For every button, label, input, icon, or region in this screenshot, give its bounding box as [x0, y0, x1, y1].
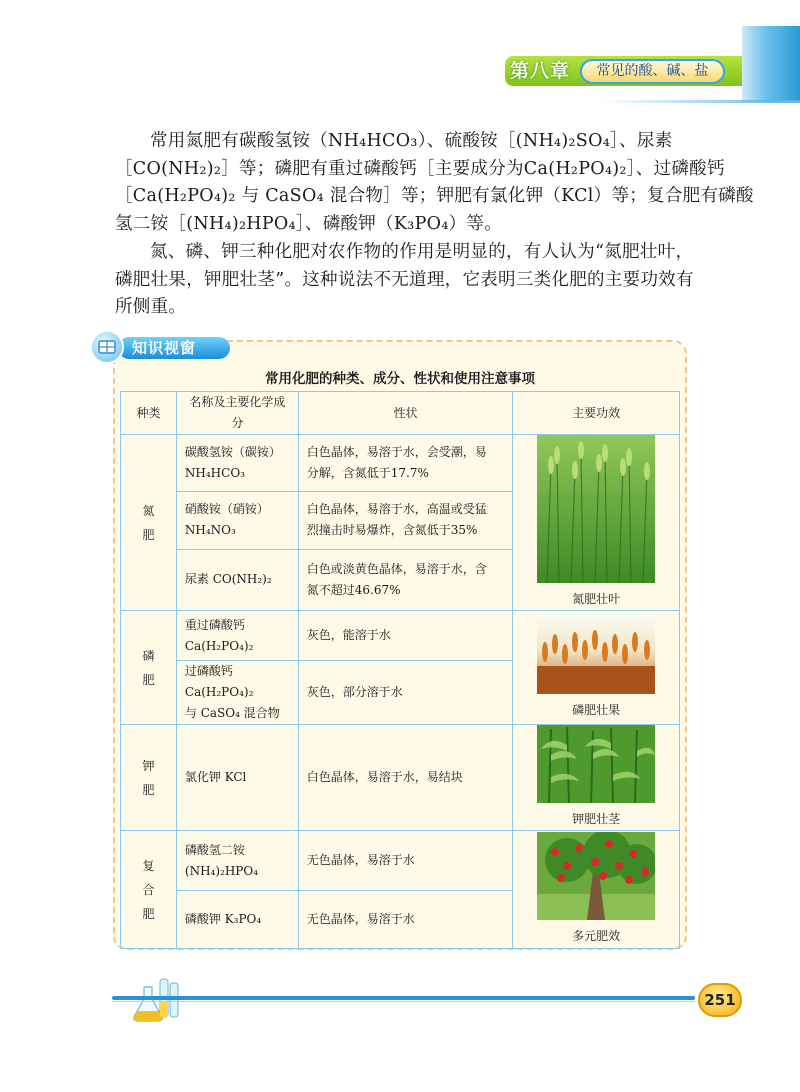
- property-cell: 白色或淡黄色晶体，易溶于水，含 氮不超过46.67%: [298, 549, 512, 610]
- window-icon: [90, 330, 124, 364]
- table-header-row: [121, 392, 680, 435]
- effect-cell-nitrogen: [513, 435, 680, 611]
- property-cell: 灰色，能溶于水: [298, 611, 512, 661]
- wheat-field-image: [537, 435, 655, 583]
- property-cell: 无色晶体，易溶于水: [298, 831, 512, 891]
- header-name: 名称及主要化学成分: [176, 392, 298, 435]
- image-caption: 多元肥效: [572, 929, 621, 943]
- paragraph-line: 常用氮肥有碳酸氢铵（NH₄HCO₃）、硫酸铵［(NH₄)₂SO₄］、尿素: [150, 131, 673, 151]
- chapter-number: 第八章: [510, 60, 571, 82]
- name-cell: 过磷酸钙 Ca(H₂PO₄)₂ 与 CaSO₄ 混合物: [176, 661, 298, 725]
- header-effect: 主要功效: [513, 392, 680, 435]
- table-row: [121, 831, 680, 891]
- paragraph-line: 氮、磷、钾三种化肥对农作物的作用是明显的，有人认为“氮肥壮叶，: [150, 242, 694, 262]
- footer-line: [112, 996, 695, 1000]
- header-property: 性状: [298, 392, 512, 435]
- paragraph-line: 氢二铵［(NH₄)₂HPO₄］、磷酸钾（K₃PO₄）等。: [115, 213, 503, 234]
- knowledge-window-label: 知识视窗: [132, 339, 197, 357]
- fertilizer-table: [120, 391, 680, 949]
- table-row: [121, 611, 680, 661]
- table-row: [121, 725, 680, 831]
- paragraph-line: 所侧重。: [115, 297, 187, 317]
- image-caption: 钾肥壮茎: [572, 812, 621, 826]
- image-caption: 氮肥壮叶: [572, 592, 621, 606]
- effect-cell-compound: [513, 831, 680, 949]
- paragraph-fertilizer-effects: [115, 239, 700, 322]
- type-cell-potassium: 钾 肥: [121, 725, 177, 831]
- chapter-title: 常见的酸、碱、盐: [580, 59, 725, 84]
- apple-tree-image: [537, 832, 655, 920]
- name-cell: 磷酸氢二铵 (NH₄)₂HPO₄: [176, 831, 298, 891]
- corn-field-image: [537, 725, 655, 803]
- header-decoration: [742, 26, 800, 102]
- paragraph-fertilizer-types: [115, 128, 754, 238]
- property-cell: 灰色，部分溶于水: [298, 661, 512, 725]
- name-cell: 重过磷酸钙 Ca(H₂PO₄)₂: [176, 611, 298, 661]
- name-cell: 氯化钾 KCl: [176, 725, 298, 831]
- paragraph-line: ［Ca(H₂PO₄)₂ 与 CaSO₄ 混合物］等；钾肥有氯化钾（KCl）等；复合肥有磷酸: [115, 186, 754, 206]
- type-cell-nitrogen: 氮 肥: [121, 435, 177, 611]
- name-cell: 尿素 CO(NH₂)₂: [176, 549, 298, 610]
- property-cell: 无色晶体，易溶于水: [298, 891, 512, 949]
- effect-cell-potassium: [513, 725, 680, 831]
- name-cell: 磷酸钾 K₃PO₄: [176, 891, 298, 949]
- property-cell: 白色晶体，易溶于水，易结块: [298, 725, 512, 831]
- image-caption: 磷肥壮果: [572, 703, 621, 717]
- property-cell: 白色晶体，易溶于水，高温或受猛 烈撞击时易爆炸，含氮低于35%: [298, 492, 512, 549]
- table-row: [121, 435, 680, 492]
- name-cell: 硝酸铵（硝铵） NH₄NO₃: [176, 492, 298, 549]
- header-type: 种类: [121, 392, 177, 435]
- type-cell-compound: 复 合 肥: [121, 831, 177, 949]
- chapter-header: [0, 12, 800, 90]
- page-number: 251: [698, 983, 742, 1017]
- paragraph-line: 磷肥壮果，钾肥壮茎”。这种说法不无道理，它表明三类化肥的主要功效有: [115, 269, 694, 290]
- effect-cell-phosphorus: [513, 611, 680, 725]
- name-cell: 碳酸氢铵（碳铵） NH₄HCO₃: [176, 435, 298, 492]
- type-cell-phosphorus: 磷 肥: [121, 611, 177, 725]
- footer-line-thin: [112, 1001, 695, 1002]
- knowledge-window-badge: [90, 330, 240, 364]
- table-title: 常用化肥的种类、成分、性状和使用注意事项: [265, 371, 535, 387]
- header-divider: [600, 100, 800, 103]
- property-cell: 白色晶体，易溶于水，会受潮，易 分解，含氮低于17.7%: [298, 435, 512, 492]
- paragraph-line: ［CO(NH₂)₂］等；磷肥有重过磷酸钙［主要成分为Ca(H₂PO₄)₂］、过磷酸钙: [115, 158, 725, 179]
- ripe-wheat-image: [537, 614, 655, 694]
